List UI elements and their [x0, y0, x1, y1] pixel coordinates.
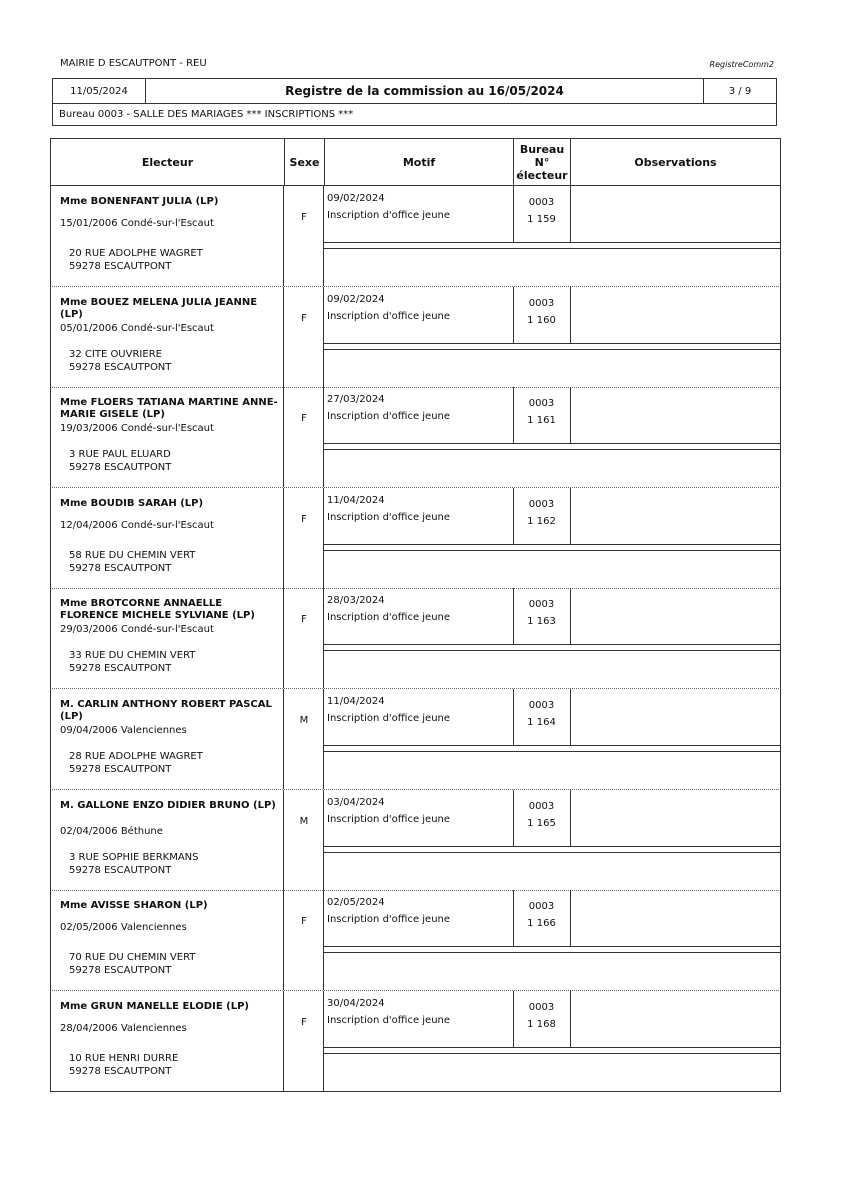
elector-address	[69, 549, 195, 575]
divider	[570, 689, 571, 746]
elector-number: 1 163	[527, 616, 556, 628]
sexe-cell	[283, 287, 324, 387]
address-line-2: 59278 ESCAUTPONT	[69, 562, 172, 574]
elector-name: Mme BOUEZ MELENA JULIA JEANNE (LP)	[60, 296, 258, 320]
motif-date: 09/02/2024	[327, 193, 385, 204]
motif-text	[327, 391, 450, 425]
col-electeur: Electeur	[141, 155, 194, 169]
observation-box	[324, 349, 780, 387]
bureau-code: 0003	[528, 498, 555, 510]
elector-birth: 02/04/2006 Béthune	[60, 825, 163, 837]
bureau-number	[513, 798, 570, 832]
bureau-number	[513, 596, 570, 630]
motif-reason: Inscription d'office jeune	[327, 612, 451, 624]
elector-birth: 12/04/2006 Condé-sur-l'Escaut	[60, 519, 214, 531]
motif-text	[327, 693, 450, 727]
motif-reason: Inscription d'office jeune	[327, 713, 451, 724]
observation-box	[324, 550, 780, 588]
col-bureau-no: Bureau N° électeur	[513, 139, 570, 185]
elector-number: 1 166	[527, 918, 556, 930]
divider	[570, 186, 571, 243]
divider	[570, 790, 571, 847]
motif-date: 09/02/2024	[327, 293, 385, 305]
col-observations: Observations	[570, 139, 780, 185]
table-row	[50, 387, 781, 488]
motif-text	[327, 291, 450, 325]
motif-reason: Inscription d'office jeune	[327, 813, 451, 825]
elector-birth: 09/04/2006 Valenciennes	[60, 725, 187, 736]
address-line-2: 59278 ESCAUTPONT	[69, 764, 172, 775]
page-number: 3 / 9	[703, 79, 776, 103]
elector-birth: 05/01/2006 Condé-sur-l'Escaut	[60, 322, 214, 334]
table-row	[50, 991, 781, 1092]
table-row	[50, 588, 781, 689]
motif-date: 03/04/2024	[327, 796, 385, 808]
bureau-code: 0003	[528, 700, 555, 711]
elector-address	[69, 348, 171, 374]
bureau-code: 0003	[528, 1001, 555, 1013]
col-motif: Motif	[324, 139, 513, 185]
elector-address	[69, 1052, 178, 1078]
address-line-2: 59278 ESCAUTPONT	[69, 663, 172, 675]
divider	[570, 488, 571, 545]
bureau-number	[513, 697, 570, 731]
motif-text	[327, 995, 450, 1029]
elector-birth: 19/03/2006 Condé-sur-l'Escaut	[60, 423, 214, 435]
table-row	[50, 186, 781, 287]
sexe-value: M	[299, 715, 309, 726]
sexe-cell	[283, 790, 324, 890]
report-date: 11/05/2024	[53, 79, 146, 103]
sexe-cell	[283, 588, 324, 688]
elector-name: Mme BROTCORNE ANNAELLE FLORENCE MICHELE SYLVIANE (LP)	[60, 598, 255, 622]
motif-text	[327, 794, 450, 828]
sexe-value: F	[301, 916, 307, 928]
table-row	[50, 790, 781, 891]
address-line-1: 20 RUE ADOLPHE WAGRET	[69, 248, 203, 259]
sexe-value: M	[299, 815, 309, 827]
table-row	[50, 488, 781, 589]
motif-reason: Inscription d'office jeune	[327, 411, 451, 423]
motif-text	[327, 190, 450, 224]
elector-address	[69, 649, 195, 675]
address-line-1: 3 RUE PAUL ELUARD	[69, 449, 171, 461]
bureau-code: 0003	[528, 297, 555, 309]
address-line-1: 28 RUE ADOLPHE WAGRET	[69, 751, 203, 762]
elector-name: Mme BONENFANT JULIA (LP)	[60, 196, 219, 207]
bureau-number	[513, 395, 570, 429]
bureau-code: 0003	[528, 599, 555, 611]
report-title: Registre de la commission au 16/05/2024	[285, 84, 564, 98]
address-line-2: 59278 ESCAUTPONT	[69, 864, 172, 876]
observation-box	[324, 650, 780, 688]
sexe-value: F	[301, 614, 307, 626]
elector-number: 1 168	[527, 1018, 556, 1030]
elector-number: 1 160	[527, 314, 556, 326]
observation-box	[324, 852, 780, 890]
mairie-label: MAIRIE D ESCAUTPONT - REU	[60, 58, 207, 69]
sexe-cell	[283, 488, 324, 588]
motif-text	[327, 894, 450, 928]
motif-text	[327, 592, 450, 626]
bureau-number	[513, 295, 570, 329]
elector-name: Mme GRUN MANELLE ELODIE (LP)	[60, 1000, 249, 1012]
elector-name: Mme FLOERS TATIANA MARTINE ANNE-MARIE GISELE (LP)	[60, 397, 278, 421]
table-row	[50, 689, 781, 790]
motif-date: 02/05/2024	[327, 897, 385, 909]
elector-number: 1 165	[527, 817, 556, 829]
elector-address	[69, 951, 195, 977]
observation-box	[324, 449, 780, 487]
divider	[570, 387, 571, 444]
address-line-2: 59278 ESCAUTPONT	[69, 1065, 172, 1077]
address-line-2: 59278 ESCAUTPONT	[69, 462, 172, 474]
bureau-number	[513, 496, 570, 530]
sexe-value: F	[301, 312, 307, 324]
sexe-cell	[283, 186, 324, 286]
elector-birth: 02/05/2006 Valenciennes	[60, 922, 187, 934]
divider	[570, 588, 571, 645]
elector-address	[69, 247, 203, 273]
table-header	[50, 138, 781, 186]
divider	[570, 991, 571, 1048]
sexe-value: F	[301, 212, 307, 223]
table-row	[50, 890, 781, 991]
sexe-cell	[283, 689, 324, 789]
elector-name: Mme BOUDIB SARAH (LP)	[60, 497, 204, 509]
motif-reason: Inscription d'office jeune	[327, 310, 451, 322]
motif-date: 27/03/2024	[327, 394, 385, 406]
bureau-code: 0003	[528, 901, 555, 913]
motif-text	[327, 492, 450, 526]
bureau-code: 0003	[528, 197, 555, 208]
sexe-cell	[283, 991, 324, 1091]
sexe-value: F	[301, 513, 307, 525]
bureau-code: 0003	[528, 398, 555, 410]
elector-number: 1 159	[527, 214, 556, 225]
address-line-1: 10 RUE HENRI DURRE	[69, 1052, 179, 1064]
elector-name: Mme AVISSE SHARON (LP)	[60, 900, 208, 912]
bureau-label: Bureau 0003 - SALLE DES MARIAGES *** INSCRIPTIONS ***	[52, 104, 777, 126]
table-row	[50, 287, 781, 388]
divider	[570, 287, 571, 344]
motif-date: 11/04/2024	[327, 696, 385, 707]
address-line-2: 59278 ESCAUTPONT	[69, 261, 172, 272]
address-line-1: 3 RUE SOPHIE BERKMANS	[69, 851, 199, 863]
report-header	[52, 78, 777, 104]
elector-birth: 15/01/2006 Condé-sur-l'Escaut	[60, 218, 214, 229]
address-line-2: 59278 ESCAUTPONT	[69, 361, 172, 373]
elector-address	[69, 448, 171, 474]
report-code: RegistreComm2	[709, 60, 774, 69]
elector-birth: 28/04/2006 Valenciennes	[60, 1022, 187, 1034]
sexe-cell	[283, 387, 324, 487]
observation-box	[324, 952, 780, 990]
sexe-cell	[283, 890, 324, 990]
elector-birth: 29/03/2006 Condé-sur-l'Escaut	[60, 624, 214, 636]
address-line-1: 70 RUE DU CHEMIN VERT	[69, 952, 196, 964]
address-line-1: 58 RUE DU CHEMIN VERT	[69, 549, 196, 561]
elector-number: 1 162	[527, 515, 556, 527]
elector-address	[69, 750, 203, 776]
sexe-value: F	[301, 1016, 307, 1028]
elector-number: 1 161	[527, 415, 556, 427]
motif-date: 30/04/2024	[327, 997, 385, 1009]
col-sexe: Sexe	[284, 139, 324, 185]
address-line-1: 33 RUE DU CHEMIN VERT	[69, 650, 196, 662]
bureau-code: 0003	[528, 800, 555, 812]
motif-date: 28/03/2024	[327, 595, 385, 607]
observation-box	[324, 248, 780, 286]
elector-number: 1 164	[527, 717, 556, 728]
divider	[570, 890, 571, 947]
motif-date: 11/04/2024	[327, 494, 385, 506]
motif-reason: Inscription d'office jeune	[327, 210, 451, 221]
address-line-2: 59278 ESCAUTPONT	[69, 965, 172, 977]
bureau-number	[513, 898, 570, 932]
observation-box	[324, 751, 780, 789]
elector-name: M. CARLIN ANTHONY ROBERT PASCAL (LP)	[60, 699, 272, 722]
elector-address	[69, 851, 199, 877]
bureau-number	[513, 999, 570, 1033]
observation-box	[324, 1053, 780, 1091]
motif-reason: Inscription d'office jeune	[327, 914, 451, 926]
address-line-1: 32 CITE OUVRIERE	[69, 348, 162, 360]
elector-name: M. GALLONE ENZO DIDIER BRUNO (LP)	[60, 799, 276, 811]
motif-reason: Inscription d'office jeune	[327, 511, 451, 523]
motif-reason: Inscription d'office jeune	[327, 1014, 451, 1026]
bureau-number	[513, 194, 570, 228]
sexe-value: F	[301, 413, 307, 425]
